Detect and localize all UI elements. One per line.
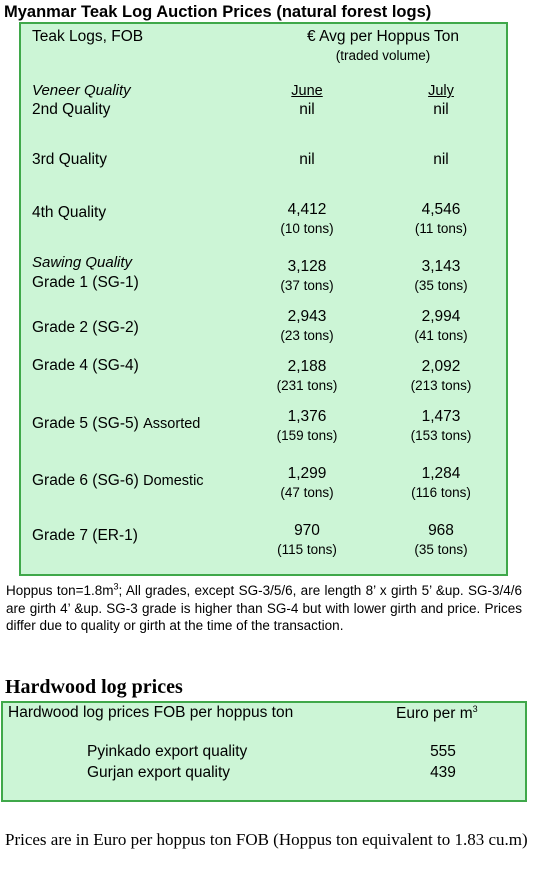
row-label-suffix: Domestic: [143, 473, 204, 489]
july-tons: (213 tons): [410, 378, 472, 393]
july-tons: (35 tons): [414, 542, 468, 557]
row-label: [32, 415, 200, 433]
row-label: Grade 4 (SG-4): [32, 357, 139, 374]
hardwood-row-value: 439: [430, 764, 456, 781]
june-tons: (159 tons): [276, 428, 338, 443]
footnote: [6, 582, 522, 635]
footnote-sup: 3: [113, 581, 119, 592]
price-subheader: (traded volume): [335, 48, 431, 63]
hardwood-row-label: Pyinkado export quality: [87, 743, 248, 760]
section-veneer-label: Veneer Quality: [32, 82, 131, 99]
row-label: 3rd Quality: [32, 151, 107, 168]
row-label-grade: Grade 6 (SG-6): [32, 472, 139, 489]
july-value: nil: [433, 101, 449, 118]
july-tons: (116 tons): [411, 485, 471, 500]
row-label: Grade 2 (SG-2): [32, 319, 139, 336]
hardwood-row-label: Gurjan export quality: [87, 764, 231, 781]
teak-price-table: [19, 22, 508, 576]
july-value: 4,546: [421, 201, 461, 218]
hardwood-col-label: Hardwood log prices FOB per hoppus ton: [8, 704, 294, 721]
june-value: 4,412: [287, 201, 327, 218]
row-label-suffix: Assorted: [143, 416, 201, 432]
june-value: nil: [299, 101, 315, 118]
june-tons: (10 tons): [280, 221, 334, 236]
july-value: 3,143: [421, 258, 461, 275]
july-tons: (11 tons): [414, 221, 468, 236]
july-value: 968: [428, 522, 454, 539]
row-label: Grade 1 (SG-1): [32, 274, 139, 291]
row-label: Grade 7 (ER-1): [32, 527, 138, 544]
price-header: € Avg per Hoppus Ton: [307, 28, 459, 45]
june-value: 2,943: [287, 308, 327, 325]
month-june-header: June: [291, 83, 323, 99]
hardwood-heading: Hardwood log prices: [5, 676, 183, 698]
june-tons: (23 tons): [280, 328, 334, 343]
teak-col-label: Teak Logs, FOB: [32, 28, 144, 45]
month-july-header: July: [428, 83, 454, 99]
july-tons: (153 tons): [410, 428, 472, 443]
row-label: [32, 472, 204, 490]
june-tons: (115 tons): [277, 542, 337, 557]
june-value: 1,376: [287, 408, 327, 425]
footnote-part1: Hoppus ton=1.8m: [6, 583, 114, 598]
closing-note: Prices are in Euro per hoppus ton FOB (Hoppus ton equivalent to 1.83 cu.m): [5, 830, 528, 849]
july-tons: (35 tons): [414, 278, 468, 293]
hardwood-unit-label: [396, 704, 478, 723]
july-value: 1,284: [421, 465, 461, 482]
june-tons: (47 tons): [280, 485, 334, 500]
row-label: 2nd Quality: [32, 101, 111, 118]
hardwood-row-value: 555: [430, 743, 456, 760]
row-label-grade: Grade 5 (SG-5): [32, 415, 139, 432]
july-tons: (41 tons): [414, 328, 468, 343]
unit-text: Euro per m: [396, 705, 473, 723]
footnote-part2: ; All grades, except SG-3/5/6, are length 8’ x girth 5’ &up. SG-3/4/6 are girth 4’ &up. SG-3 grade is higher than SG-4 but with lower girth and price. Prices differ due to quality or girth at the time of the transaction.: [6, 583, 522, 633]
july-value: nil: [433, 151, 449, 168]
june-value: 2,188: [287, 358, 327, 375]
section-sawing-label: Sawing Quality: [32, 254, 133, 271]
july-value: 2,092: [421, 358, 461, 375]
row-label: 4th Quality: [32, 204, 107, 221]
june-tons: (37 tons): [280, 278, 334, 293]
july-value: 2,994: [421, 308, 461, 325]
june-tons: (231 tons): [276, 378, 338, 393]
page-title: Myanmar Teak Log Auction Prices (natural forest logs): [4, 3, 432, 21]
unit-sup: 3: [472, 704, 478, 714]
june-value: 970: [294, 522, 320, 539]
june-value: 3,128: [287, 258, 327, 275]
june-value: nil: [299, 151, 315, 168]
june-value: 1,299: [287, 465, 327, 482]
july-value: 1,473: [421, 408, 461, 425]
hardwood-price-table: [1, 701, 527, 802]
